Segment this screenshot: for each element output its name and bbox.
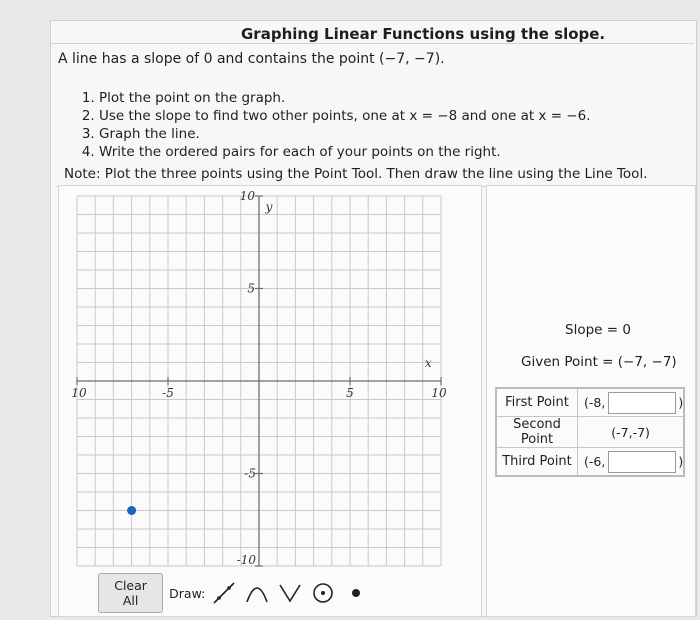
third-point-prefix: (-6, (584, 454, 606, 469)
given-point-text: Given Point = (−7, −7) (521, 354, 677, 370)
first-point-label: First Point (496, 388, 578, 417)
divider (51, 43, 694, 44)
page-title: Graphing Linear Functions using the slope. (241, 25, 606, 43)
first-point-cell (578, 388, 685, 417)
x-tick-label: 5 (346, 386, 354, 400)
table-row (496, 388, 684, 417)
third-point-label: Third Point (496, 448, 578, 477)
x-tick-label: -5 (162, 386, 174, 400)
note-text: Note: Plot the three points using the Point Tool. Then draw the line using the Line Tool. (64, 166, 648, 182)
plotted-point[interactable] (127, 506, 136, 515)
table-row (496, 448, 684, 477)
ordered-pairs-table (495, 387, 685, 477)
y-axis-label: y (265, 199, 273, 214)
y-tick-label: -5 (244, 466, 256, 481)
second-point-value: (-7,-7) (611, 424, 650, 440)
point-tool-icon[interactable] (341, 577, 370, 609)
clear-all-button[interactable]: Clear All (98, 573, 163, 613)
x-tick-label: 10 (431, 386, 447, 400)
circle-tool-icon[interactable] (308, 577, 337, 609)
answer-panel (486, 185, 696, 617)
y-tick-label: -10 (236, 553, 256, 567)
problem-statement: A line has a slope of 0 and contains the point (−7, −7). (58, 51, 445, 67)
first-point-prefix: (-8, (584, 395, 606, 410)
graph-background (59, 186, 481, 616)
slope-text: Slope = 0 (565, 322, 631, 338)
line-tool-icon[interactable] (209, 577, 238, 609)
second-point-cell (578, 417, 685, 448)
draw-label: Draw: (169, 585, 206, 601)
instruction-list (81, 89, 591, 161)
instruction-step: 1. Plot the point on the graph. (99, 89, 591, 107)
instruction-step: 4. Write the ordered pairs for each of your points on the right. (99, 143, 591, 161)
third-point-y-input[interactable] (608, 451, 676, 473)
third-point-suffix: ) (678, 454, 684, 469)
parabola-tool-icon[interactable] (242, 577, 271, 609)
absolute-value-tool-icon[interactable] (275, 577, 304, 609)
first-point-y-input[interactable] (608, 392, 676, 414)
coordinate-plane[interactable] (59, 186, 481, 616)
third-point-cell (578, 448, 685, 477)
draw-toolbar (98, 575, 370, 611)
second-point-label: Second Point (496, 417, 578, 448)
instruction-step: 2. Use the slope to find two other points, one at x = −8 and one at x = −6. (99, 107, 591, 125)
instruction-step: 3. Graph the line. (99, 125, 591, 143)
x-axis-label: x (424, 356, 432, 370)
y-tick-label: 10 (239, 189, 255, 203)
table-row (496, 417, 684, 448)
graph-area[interactable] (58, 185, 482, 617)
first-point-suffix: ) (678, 395, 684, 410)
y-tick-label: 5 (247, 281, 255, 296)
x-tick-label: 10 (71, 386, 87, 400)
